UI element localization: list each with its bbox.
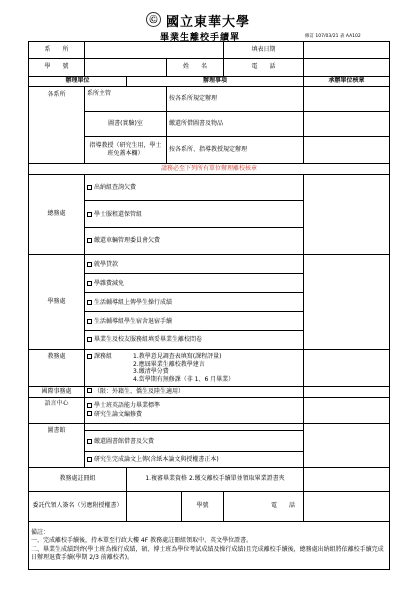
- checkbox[interactable]: [87, 185, 92, 190]
- checkbox[interactable]: [87, 439, 92, 444]
- student-affairs-stamp[interactable]: [304, 255, 390, 350]
- form-title: 畢業生離校手續單: [160, 33, 241, 43]
- note-line: 二、畢業生成績到齊(學士班為操行成績，碩、博士班為學位考試成績及操行成績)且完成離校手續後，總務處出納組將依離校手續完成日辦理退費手續(學期 2/3 前離校者)。: [31, 545, 384, 561]
- list-item[interactable]: 研究生完成論文上傳(含紙本論文與授權書正本): [85, 452, 303, 467]
- checkbox[interactable]: [87, 319, 92, 324]
- dept-stamp-2[interactable]: [304, 112, 390, 137]
- dept-matter-3: 按各系所、指導教授規定辦理: [167, 137, 304, 164]
- list-item[interactable]: 生活輔導組學生宿舍退宿手續: [85, 312, 303, 331]
- dept-field[interactable]: [85, 42, 224, 59]
- list-item[interactable]: 學士服租還保管組: [85, 201, 303, 228]
- dept-unit-3: 指導教授（研究生用，學士班免蓋本欄）: [85, 137, 167, 164]
- list-item: 3.繳清學分費: [133, 368, 169, 375]
- agent-signature-field[interactable]: [127, 492, 182, 522]
- student-row: [29, 59, 390, 77]
- student-affairs-items: [85, 255, 304, 350]
- table-row: [29, 87, 390, 112]
- checkbox[interactable]: [87, 411, 92, 416]
- dept-label: 系 所: [29, 42, 85, 59]
- list-item[interactable]: 生活輔導組上傳學生操行成績: [85, 293, 303, 312]
- agent-label: 委託代領人簽名（另應附授權書）: [29, 492, 127, 522]
- revision-note: 修訂 107/03/21 表 AA102: [305, 34, 361, 39]
- dept-matter-1: 按各系所規定辦理: [167, 87, 304, 112]
- library-row: [29, 424, 390, 468]
- list-item[interactable]: 繳還圖書館借書及欠費: [85, 430, 303, 452]
- notice-row: [29, 164, 390, 175]
- registry-stamp[interactable]: [304, 468, 390, 492]
- notes-row: [29, 522, 390, 570]
- dept-matter-2: 繳還所借圖書及物品: [167, 112, 304, 137]
- dept-unit-1: 系所主管: [85, 87, 167, 112]
- language-center-stamp[interactable]: [304, 398, 390, 424]
- agent-student-id-label: 學號: [182, 492, 224, 522]
- list-item[interactable]: 出納組查詢欠費: [85, 175, 303, 201]
- agent-phone-label: 電 話: [224, 492, 304, 522]
- registry-label: 教務處註冊組: [29, 468, 127, 492]
- academic-affairs-row: [29, 350, 390, 387]
- notes-cell: [29, 522, 390, 570]
- checkbox[interactable]: [87, 388, 92, 393]
- dept-stamp-1[interactable]: [304, 87, 390, 112]
- university-logo-icon: Ⓒ: [146, 12, 161, 27]
- international-label: 國際事務處: [29, 387, 85, 398]
- checkbox[interactable]: [87, 212, 92, 217]
- general-affairs-items: [85, 175, 304, 255]
- list-item[interactable]: 研究生論文編修費: [87, 411, 301, 419]
- red-notice: 請務必至下列所有單位辦理離校核章: [29, 164, 390, 175]
- list-item: 4.當學期有無修課（非 1、6 月畢業）: [133, 375, 235, 383]
- dept-row: [29, 42, 390, 59]
- academic-affairs-label: 教務處: [29, 350, 85, 387]
- international-stamp[interactable]: [304, 387, 390, 398]
- general-affairs-row: [29, 175, 390, 255]
- general-affairs-stamp[interactable]: [304, 175, 390, 255]
- fill-date-field[interactable]: [304, 42, 390, 59]
- checkbox[interactable]: [87, 300, 92, 305]
- student-id-field[interactable]: [85, 59, 167, 77]
- course-unit-label: 課務組: [94, 353, 113, 360]
- international-item[interactable]: （限：外籍生、僑生及陸生適用）: [85, 387, 304, 398]
- student-id-label: 學 號: [29, 59, 85, 77]
- checkbox[interactable]: [87, 238, 92, 243]
- checkbox[interactable]: [87, 354, 92, 359]
- header-approval: 承辦單位核章: [304, 77, 390, 87]
- library-items: [85, 424, 304, 468]
- checkbox[interactable]: [87, 262, 92, 267]
- checkbox[interactable]: [87, 457, 92, 462]
- list-item[interactable]: 學士班英語能力畢業標準: [87, 402, 301, 410]
- registry-matter: 1.複審畢業資格 2.繳交離校手續單並領取畢業證書夾: [127, 468, 304, 492]
- library-label: 圖書館: [29, 424, 85, 468]
- header-unit: 辦理單位: [29, 77, 127, 87]
- dept-unit-2: 圖書(實驗)室: [85, 112, 167, 137]
- list-item: 2.應屆畢業生離校教學建言: [133, 360, 205, 368]
- header-matter: 辦理事項: [127, 77, 304, 87]
- academic-affairs-items: [85, 350, 304, 387]
- agent-phone-field[interactable]: [304, 492, 390, 522]
- name-label: 姓 名: [167, 59, 224, 77]
- agent-row: [29, 492, 390, 522]
- library-stamp[interactable]: [304, 424, 390, 468]
- table-header-row: [29, 77, 390, 87]
- language-center-label: 語言中心: [29, 398, 85, 424]
- academic-affairs-stamp[interactable]: [304, 350, 390, 387]
- registry-row: [29, 468, 390, 492]
- international-row: [29, 387, 390, 398]
- language-center-items: [85, 398, 304, 424]
- student-affairs-row: [29, 255, 390, 350]
- dept-section-label: 各系所: [29, 87, 85, 164]
- checkbox[interactable]: [87, 403, 92, 408]
- fill-date-label: 填表日期: [224, 42, 304, 59]
- student-affairs-label: 學務處: [29, 255, 85, 350]
- form-header: [0, 10, 420, 43]
- list-item[interactable]: 學雜費減免: [85, 274, 303, 293]
- list-item: 1.教學意見調查表填寫(課程評量): [133, 353, 222, 360]
- list-item[interactable]: 畢業生及校友服務組填妥畢業生離校問卷: [85, 331, 303, 349]
- checkbox[interactable]: [87, 337, 92, 342]
- list-item[interactable]: 繳還車輛管理委員會欠費: [85, 228, 303, 254]
- departure-form-table: [28, 41, 390, 570]
- dept-stamp-3[interactable]: [304, 137, 390, 164]
- list-item[interactable]: 就學貸款: [85, 255, 303, 274]
- general-affairs-label: 總務處: [29, 175, 85, 255]
- language-center-row: [29, 398, 390, 424]
- phone-label: 電 話: [224, 59, 304, 77]
- checkbox[interactable]: [87, 281, 92, 286]
- phone-field[interactable]: [304, 59, 390, 77]
- note-line: 一、完成離校手續後，持本單至行政大樓 4F 教務處註冊組領取中、英文學位證書。: [31, 537, 253, 545]
- notes-title: 備註：: [31, 529, 50, 537]
- university-name: 國立東華大學: [166, 15, 251, 30]
